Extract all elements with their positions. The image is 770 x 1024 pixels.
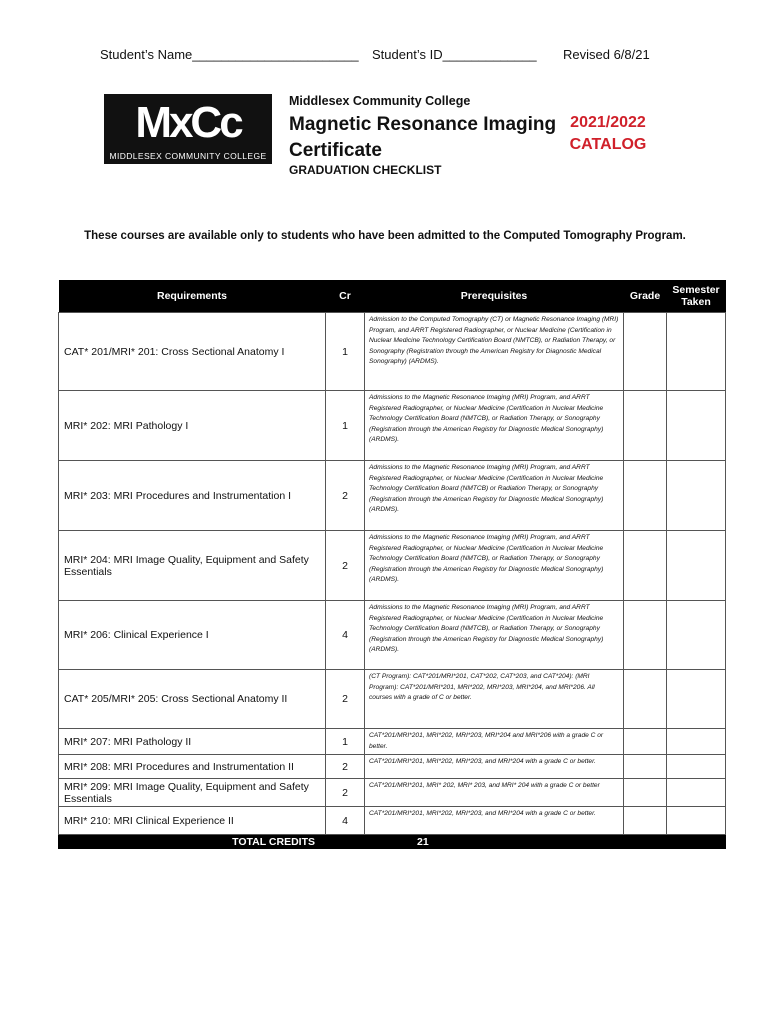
college-logo bbox=[104, 94, 272, 164]
header-grade: Grade bbox=[624, 280, 667, 313]
credits-cell: 2 bbox=[326, 531, 365, 601]
header-prerequisites: Prerequisites bbox=[365, 280, 624, 313]
admission-notice: These courses are available only to students who have been admitted to the Computed Tomography Program. bbox=[84, 230, 686, 242]
grade-cell[interactable] bbox=[624, 601, 667, 670]
student-id-field[interactable]: Student’s ID_____________ bbox=[372, 47, 537, 62]
credits-cell: 1 bbox=[326, 729, 365, 755]
grade-cell[interactable] bbox=[624, 391, 667, 461]
requirement-cell: MRI* 210: MRI Clinical Experience II bbox=[59, 807, 326, 835]
requirement-cell: MRI* 202: MRI Pathology I bbox=[59, 391, 326, 461]
checklist-title: GRADUATION CHECKLIST bbox=[289, 163, 442, 177]
requirement-cell: MRI* 209: MRI Image Quality, Equipment and Safety Essentials bbox=[59, 779, 326, 807]
catalog-year bbox=[568, 112, 648, 156]
prerequisite-cell: CAT*201/MRI*201, MRI* 202, MRI* 203, and MRI* 204 with a grade C or better bbox=[365, 779, 624, 807]
semester-cell[interactable] bbox=[667, 313, 726, 391]
logo-mark: MxCc bbox=[135, 98, 241, 147]
prerequisite-cell: (CT Program): CAT*201/MRI*201, CAT*202, CAT*203, and CAT*204): (MRI Program): CAT*201/MRI*201, MRI*202, MRI*203, MRI*204, and MRI*206. All courses with a grade of C or better. bbox=[365, 670, 624, 729]
table-row bbox=[59, 601, 726, 670]
prerequisite-cell: CAT*201/MRI*201, MRI*202, MRI*203, and MRI*204 with a grade C or better. bbox=[365, 755, 624, 779]
requirement-cell: CAT* 201/MRI* 201: Cross Sectional Anatomy I bbox=[59, 313, 326, 391]
table-header-row bbox=[59, 280, 726, 313]
requirement-cell: MRI* 207: MRI Pathology II bbox=[59, 729, 326, 755]
student-name-field[interactable]: Student’s Name_______________________ bbox=[100, 47, 359, 62]
total-row bbox=[59, 835, 726, 849]
total-spacer bbox=[624, 835, 667, 849]
catalog-label: CATALOG bbox=[569, 136, 647, 153]
prerequisite-cell: CAT*201/MRI*201, MRI*202, MRI*203, MRI*204 and MRI*206 with a grade C or better. bbox=[365, 729, 624, 755]
header-credits: Cr bbox=[326, 280, 365, 313]
prerequisite-cell: Admissions to the Magnetic Resonance Imaging (MRI) Program, and ARRT Registered Radiographer, or Nuclear Medicine (Certification in Nuclear Medicine Technology Certification Board (NMTCB), or Radiation Therapy, or Sonography (Registration through the American Registry for Diagnostic Medical Sonography) (ARDMS). bbox=[365, 601, 624, 670]
grade-cell[interactable] bbox=[624, 670, 667, 729]
total-spacer bbox=[326, 835, 365, 849]
credits-cell: 2 bbox=[326, 779, 365, 807]
requirement-cell: MRI* 204: MRI Image Quality, Equipment and Safety Essentials bbox=[59, 531, 326, 601]
credits-cell: 1 bbox=[326, 313, 365, 391]
table-row bbox=[59, 461, 726, 531]
semester-cell[interactable] bbox=[667, 461, 726, 531]
requirements-table bbox=[58, 280, 726, 849]
grade-cell[interactable] bbox=[624, 313, 667, 391]
semester-cell[interactable] bbox=[667, 391, 726, 461]
total-credits-label: TOTAL CREDITS bbox=[59, 835, 326, 849]
grade-cell[interactable] bbox=[624, 531, 667, 601]
table-row bbox=[59, 779, 726, 807]
table-row bbox=[59, 313, 726, 391]
credits-cell: 4 bbox=[326, 601, 365, 670]
prerequisite-cell: Admissions to the Magnetic Resonance Imaging (MRI) Program, and ARRT Registered Radiographer, or Nuclear Medicine (Certification in Nuclear Medicine Technology Certification Board (NMTCB), or Radiation Therapy, or Sonography (Registration through the American Registry for Diagnostic Medical Sonography) (ARDMS). bbox=[365, 531, 624, 601]
header-requirements: Requirements bbox=[59, 280, 326, 313]
grade-cell[interactable] bbox=[624, 729, 667, 755]
table-row bbox=[59, 391, 726, 461]
prerequisite-cell: CAT*201/MRI*201, MRI*202, MRI*203, and MRI*204 with a grade C or better. bbox=[365, 807, 624, 835]
semester-cell[interactable] bbox=[667, 670, 726, 729]
header-semester-taken: Semester Taken bbox=[667, 280, 726, 313]
table-row bbox=[59, 729, 726, 755]
grade-cell[interactable] bbox=[624, 779, 667, 807]
credits-cell: 1 bbox=[326, 391, 365, 461]
program-title: Magnetic Resonance Imaging Certificate bbox=[289, 114, 557, 161]
college-name: Middlesex Community College bbox=[289, 94, 471, 108]
table-row bbox=[59, 531, 726, 601]
semester-cell[interactable] bbox=[667, 807, 726, 835]
semester-cell[interactable] bbox=[667, 755, 726, 779]
requirement-cell: MRI* 208: MRI Procedures and Instrumentation II bbox=[59, 755, 326, 779]
prerequisite-cell: Admissions to the Magnetic Resonance Imaging (MRI) Program, and ARRT Registered Radiographer, or Nuclear Medicine (Certification in Nuclear Medicine Technology Certification Board (NMTCB) or Radiation Therapy, or Sonography (Registration through the American Registry for Diagnostic Medical Sonography) (ARDMS). bbox=[365, 461, 624, 531]
requirement-cell: CAT* 205/MRI* 205: Cross Sectional Anatomy II bbox=[59, 670, 326, 729]
total-spacer bbox=[667, 835, 726, 849]
total-credits-value: 21 bbox=[365, 835, 624, 849]
table-row bbox=[59, 807, 726, 835]
catalog-year-value: 2021/2022 bbox=[570, 114, 646, 131]
grade-cell[interactable] bbox=[624, 755, 667, 779]
grade-cell[interactable] bbox=[624, 461, 667, 531]
requirement-cell: MRI* 206: Clinical Experience I bbox=[59, 601, 326, 670]
credits-cell: 2 bbox=[326, 461, 365, 531]
semester-cell[interactable] bbox=[667, 779, 726, 807]
semester-cell[interactable] bbox=[667, 531, 726, 601]
table-row bbox=[59, 755, 726, 779]
semester-cell[interactable] bbox=[667, 729, 726, 755]
prerequisite-cell: Admissions to the Magnetic Resonance Imaging (MRI) Program, and ARRT Registered Radiographer, or Nuclear Medicine (Certification in Nuclear Medicine Technology Certification Board (NMTCB), or Radiation Therapy, or Sonography (Registration through the American Registry for Diagnostic Medical Sonography) (ARDMS). bbox=[365, 391, 624, 461]
revised-date: Revised 6/8/21 bbox=[563, 47, 650, 62]
credits-cell: 4 bbox=[326, 807, 365, 835]
grade-cell[interactable] bbox=[624, 807, 667, 835]
logo-subtitle: MIDDLESEX COMMUNITY COLLEGE bbox=[109, 151, 267, 161]
credits-cell: 2 bbox=[326, 670, 365, 729]
table-row bbox=[59, 670, 726, 729]
prerequisite-cell: Admission to the Computed Tomography (CT) or Magnetic Resonance Imaging (MRI) Program, and ARRT Registered Radiographer, or Nuclear Medicine (Certification in Nuclear Medicine Technology Certification Board (NMTCB), or Radiation Therapy, or Sonography (Registration through the American Registry for Diagnostic Medical Sonography) (ARDMS). bbox=[365, 313, 624, 391]
requirement-cell: MRI* 203: MRI Procedures and Instrumentation I bbox=[59, 461, 326, 531]
semester-cell[interactable] bbox=[667, 601, 726, 670]
credits-cell: 2 bbox=[326, 755, 365, 779]
